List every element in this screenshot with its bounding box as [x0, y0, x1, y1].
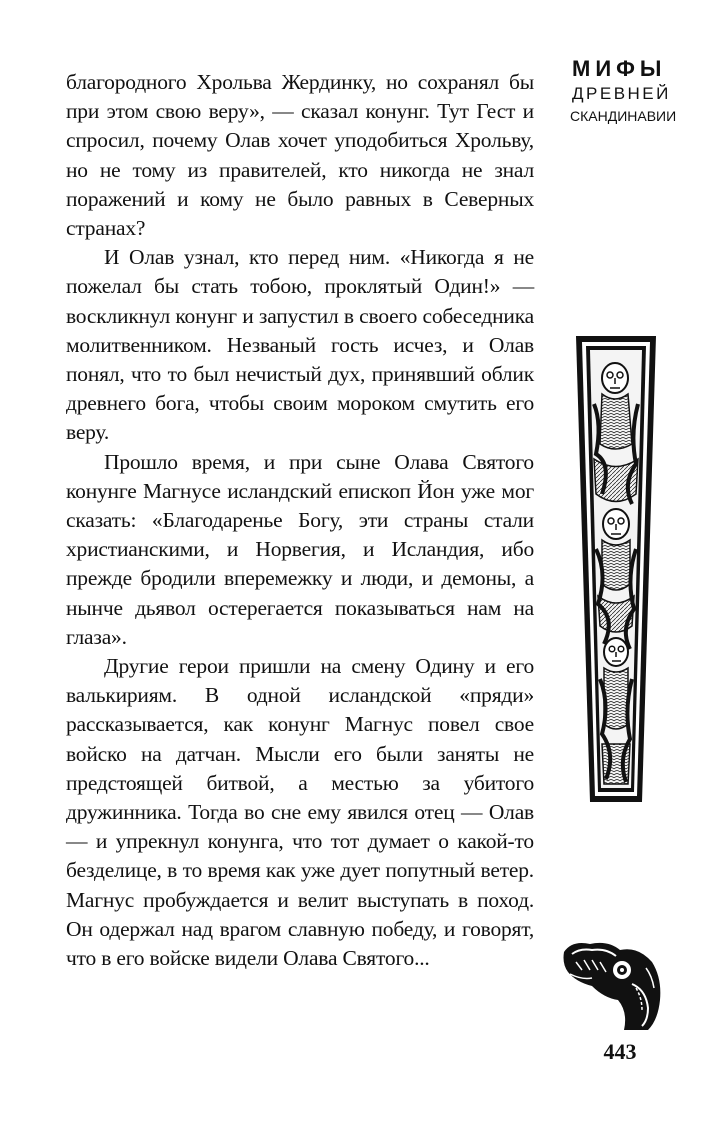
running-header-line-2: ДРЕВНЕЙ — [572, 84, 671, 103]
running-header-line-1: МИФЫ — [572, 56, 667, 81]
paragraph-3: Прошло время, и при сыне Олава Святого конунге Магнусе исландский епископ Йон уже мог сказать: «Благодаренье Богу, эти страны стали христианскими, и Норвегия, и Исландия, ибо прежде бродили вперемежку и люди, и демоны, а нынче дьявол остерегается показываться нам на глаза». — [66, 449, 534, 649]
paragraph-2: И Олав узнал, кто перед ним. «Никогда я не пожелал бы стать тобою, проклятый Один!» — воскликнул конунг и запустил в своего собеседника молитвенником. Незваный гость исчез, и Олав понял, что то был нечистый дух, принявший облик древнего бога, чтобы своим мороком смутить его веру. — [66, 245, 534, 445]
running-header — [566, 56, 686, 126]
running-header-line-3: СКАНДИНАВИИ — [570, 108, 677, 124]
carved-panel-illustration — [572, 334, 660, 804]
paragraph-1: благородного Хрольва Жердинку, но сохранял бы при этом свою веру», — сказал конунг. Тут Гест и спросил, почему Олав хочет уподобиться Хрольву, но не тому из правителей, кто никогда не знал поражений и кому не было равных в Северных странах? — [66, 70, 534, 241]
paragraph-4: Другие герои пришли на смену Одину и его валькириям. В одной исландской «пряди» рассказывается, как конунг Магнус повел свое войско на датчан. Мысли его были заняты не предстоящей битвой, а местью за убитого дружинника. Тогда во сне ему явился отец — Олав — и упрекнул конунга, что тот думает о какой-то безделице, в то время как уже дует попутный ветер. Магнус пробуждается и велит выступать в поход. Он одержал над врагом славную победу, и говорят, что в его войске видели Олава Святого... — [66, 654, 534, 971]
page-number: 443 — [603, 1039, 637, 1064]
animal-head-ornament — [562, 938, 666, 1034]
body-text — [66, 68, 534, 973]
